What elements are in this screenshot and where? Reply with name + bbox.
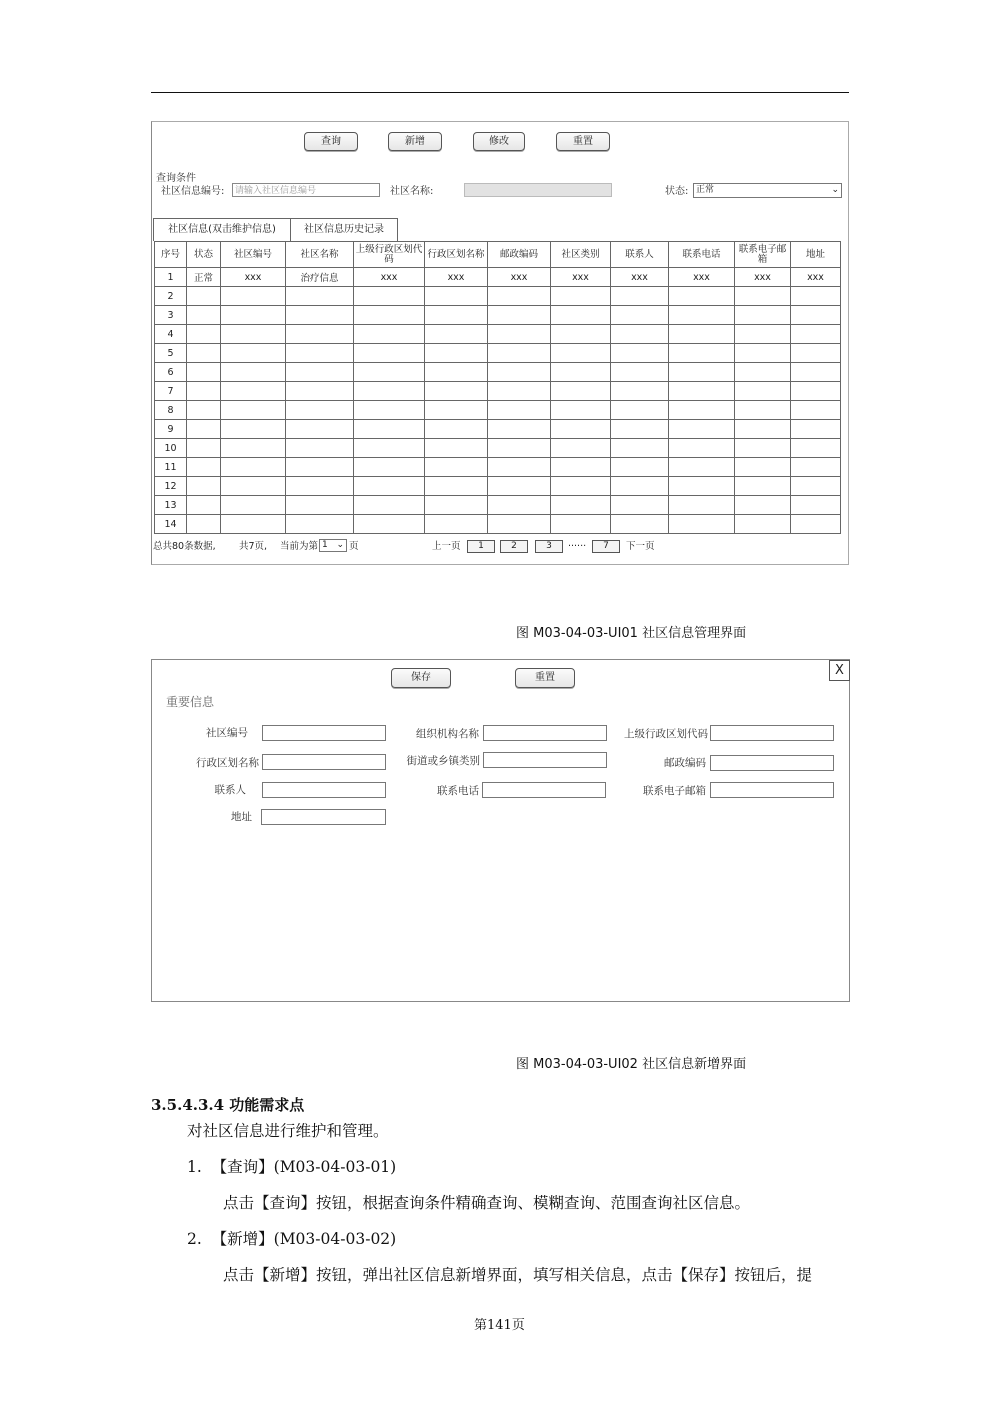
table-row[interactable] [155, 306, 841, 325]
table-cell [425, 363, 488, 382]
table-cell [425, 287, 488, 306]
table-cell [425, 439, 488, 458]
tab-community-info[interactable]: 社区信息(双击维护信息) [153, 218, 291, 241]
table-cell [286, 287, 354, 306]
table-cell [187, 458, 221, 477]
table-row[interactable] [155, 477, 841, 496]
current-page-select[interactable] [319, 539, 347, 552]
parent-code-label: 上级行政区划代码 [624, 728, 708, 740]
table-cell [669, 458, 735, 477]
table-cell: xxx [791, 268, 841, 287]
table-cell [611, 363, 669, 382]
table-cell [791, 344, 841, 363]
table-cell [221, 458, 286, 477]
table-cell [791, 515, 841, 534]
table-cell [354, 439, 425, 458]
table-cell: xxx [611, 268, 669, 287]
column-header: 邮政编码 [488, 242, 551, 268]
status-label: 状态: [665, 186, 689, 197]
table-cell [611, 382, 669, 401]
table-cell [187, 496, 221, 515]
table-cell [551, 439, 611, 458]
table-row[interactable] [155, 382, 841, 401]
page-2-button[interactable]: 2 [500, 540, 528, 553]
table-cell [551, 325, 611, 344]
region-name-input[interactable] [262, 754, 386, 770]
table-cell [187, 477, 221, 496]
community-code-input[interactable]: 请输入社区信息编号 [232, 183, 380, 197]
table-cell [551, 382, 611, 401]
table-cell [791, 401, 841, 420]
contact-input[interactable] [262, 782, 386, 798]
table-cell [551, 401, 611, 420]
table-cell [735, 382, 791, 401]
table-cell [187, 382, 221, 401]
table-cell: 7 [155, 382, 187, 401]
table-cell [187, 306, 221, 325]
table-cell [425, 344, 488, 363]
table-cell: 治疗信息 [286, 268, 354, 287]
table-cell [425, 496, 488, 515]
table-cell [488, 325, 551, 344]
table-header-row [155, 242, 841, 268]
pager-current-suffix: 页 [349, 541, 359, 552]
pager-ellipsis: ...... [568, 538, 587, 549]
table-cell [735, 420, 791, 439]
table-cell [669, 382, 735, 401]
code-label: 社区编号 [206, 727, 248, 739]
table-cell: 6 [155, 363, 187, 382]
table-cell [791, 363, 841, 382]
table-cell [221, 325, 286, 344]
table-cell [669, 420, 735, 439]
table-cell [354, 344, 425, 363]
column-header: 联系电话 [669, 242, 735, 268]
community-table [154, 241, 841, 534]
table-cell [425, 515, 488, 534]
section-title: 重要信息 [166, 695, 215, 709]
column-header: 社区名称 [286, 242, 354, 268]
reset-button[interactable]: 重置 [556, 132, 610, 151]
table-cell [791, 496, 841, 515]
table-cell [551, 496, 611, 515]
page-3-button[interactable]: 3 [535, 540, 563, 553]
prev-page-link[interactable]: 上一页 [432, 541, 461, 552]
table-cell [286, 458, 354, 477]
email-label: 联系电子邮箱 [643, 785, 706, 797]
table-cell [286, 420, 354, 439]
table-cell [488, 420, 551, 439]
page-number: 第141页 [474, 1318, 525, 1333]
status-select[interactable] [693, 183, 842, 198]
table-cell [669, 344, 735, 363]
table-cell [551, 515, 611, 534]
table-cell [611, 515, 669, 534]
table-row[interactable] [155, 515, 841, 534]
table-cell [286, 382, 354, 401]
table-cell: 3 [155, 306, 187, 325]
table-cell [669, 287, 735, 306]
email-input[interactable] [710, 782, 834, 798]
table-cell [221, 477, 286, 496]
table-cell [354, 401, 425, 420]
chevron-down-icon: ⌄ [336, 540, 344, 550]
list-item-query-title: 1. 【查询】(M03-04-03-01) [187, 1158, 397, 1176]
table-row[interactable] [155, 401, 841, 420]
table-cell [611, 325, 669, 344]
table-cell: 正常 [187, 268, 221, 287]
table-cell [551, 306, 611, 325]
street-type-input[interactable] [483, 752, 607, 768]
table-cell: xxx [551, 268, 611, 287]
table-cell [791, 306, 841, 325]
column-header: 社区类别 [551, 242, 611, 268]
table-cell [669, 363, 735, 382]
community-name-input[interactable] [464, 183, 612, 197]
table-cell [669, 439, 735, 458]
contact-label: 联系人 [214, 784, 246, 796]
table-cell [735, 515, 791, 534]
table-cell [488, 287, 551, 306]
table-cell [791, 287, 841, 306]
table-row[interactable] [155, 325, 841, 344]
table-cell [611, 401, 669, 420]
table-cell [221, 382, 286, 401]
table-cell [735, 401, 791, 420]
table-cell [425, 458, 488, 477]
table-cell [669, 325, 735, 344]
table-cell [551, 420, 611, 439]
add-button[interactable]: 新增 [388, 132, 442, 151]
table-cell [488, 515, 551, 534]
table-cell [187, 439, 221, 458]
address-label: 地址 [231, 811, 252, 823]
table-cell [286, 515, 354, 534]
table-cell: xxx [669, 268, 735, 287]
table-cell: 13 [155, 496, 187, 515]
save-button[interactable]: 保存 [391, 668, 451, 688]
table-cell [611, 306, 669, 325]
table-cell [488, 458, 551, 477]
section-intro: 对社区信息进行维护和管理。 [187, 1122, 389, 1140]
table-cell: 10 [155, 439, 187, 458]
table-cell [611, 420, 669, 439]
table-row[interactable] [155, 458, 841, 477]
status-select-value: 正常 [696, 185, 715, 195]
column-header: 联系人 [611, 242, 669, 268]
table-cell [551, 477, 611, 496]
table-cell [354, 363, 425, 382]
pager-total: 总共80条数据, [153, 541, 216, 552]
table-cell [286, 363, 354, 382]
table-cell: xxx [425, 268, 488, 287]
table-cell [669, 306, 735, 325]
table-cell [286, 325, 354, 344]
column-header: 地址 [791, 242, 841, 268]
community-name-label: 社区名称: [390, 186, 434, 197]
table-cell: xxx [488, 268, 551, 287]
next-page-link[interactable]: 下一页 [626, 541, 655, 552]
pager-pages: 共7页, [239, 541, 268, 552]
table-cell [187, 363, 221, 382]
table-cell: 5 [155, 344, 187, 363]
table-cell [551, 363, 611, 382]
figure-caption-1: 图 M03-04-03-UI01 社区信息管理界面 [516, 626, 747, 641]
table-cell [354, 458, 425, 477]
column-header: 上级行政区划代码 [354, 242, 425, 268]
table-cell: xxx [735, 268, 791, 287]
community-add-dialog [151, 659, 850, 1002]
community-management-screen [151, 121, 849, 565]
table-cell [286, 477, 354, 496]
postcode-label: 邮政编码 [664, 757, 706, 769]
table-cell [221, 287, 286, 306]
table-cell [286, 401, 354, 420]
table-cell [735, 306, 791, 325]
table-cell [221, 363, 286, 382]
postcode-input[interactable] [710, 755, 834, 771]
phone-label: 联系电话 [437, 785, 479, 797]
figure-caption-2: 图 M03-04-03-UI02 社区信息新增界面 [516, 1057, 747, 1072]
table-cell [221, 515, 286, 534]
street-type-label: 街道或乡镇类别 [406, 755, 480, 767]
query-conditions-title: 查询条件 [156, 173, 196, 184]
table-cell [354, 306, 425, 325]
column-header: 行政区划名称 [425, 242, 488, 268]
list-item-add-desc: 点击【新增】按钮，弹出社区信息新增界面，填写相关信息，点击【保存】按钮后，提 [223, 1266, 813, 1284]
table-cell [354, 382, 425, 401]
phone-input[interactable] [482, 782, 606, 798]
table-cell [187, 344, 221, 363]
table-cell [611, 477, 669, 496]
table-cell [791, 382, 841, 401]
chevron-down-icon: ⌄ [831, 185, 839, 195]
table-cell: xxx [221, 268, 286, 287]
table-cell: 12 [155, 477, 187, 496]
parent-code-input[interactable] [710, 725, 834, 741]
table-cell [488, 439, 551, 458]
table-cell [669, 515, 735, 534]
column-header: 状态 [187, 242, 221, 268]
code-input[interactable] [262, 725, 386, 741]
table-cell [791, 458, 841, 477]
table-cell [735, 287, 791, 306]
table-cell: xxx [354, 268, 425, 287]
table-cell [735, 439, 791, 458]
table-cell [551, 287, 611, 306]
table-row[interactable] [155, 363, 841, 382]
page-7-button[interactable]: 7 [592, 540, 620, 553]
tab-community-history[interactable]: 社区信息历史记录 [290, 218, 398, 241]
table-cell [611, 458, 669, 477]
table-cell [735, 363, 791, 382]
table-cell: 4 [155, 325, 187, 344]
table-cell [735, 477, 791, 496]
page-1-button[interactable]: 1 [467, 540, 495, 553]
table-cell [354, 420, 425, 439]
column-header: 联系电子邮箱 [735, 242, 791, 268]
region-name-label: 行政区划名称 [196, 757, 259, 769]
table-cell [221, 496, 286, 515]
table-cell: 8 [155, 401, 187, 420]
current-page-value: 1 [322, 540, 328, 550]
table-cell: 14 [155, 515, 187, 534]
table-cell [791, 477, 841, 496]
table-cell: 9 [155, 420, 187, 439]
community-code-label: 社区信息编号: [161, 186, 225, 197]
address-input[interactable] [261, 809, 386, 825]
column-header: 序号 [155, 242, 187, 268]
table-cell [425, 477, 488, 496]
table-row[interactable] [155, 344, 841, 363]
table-cell [286, 496, 354, 515]
table-cell [425, 401, 488, 420]
table-cell: 11 [155, 458, 187, 477]
table-cell: 2 [155, 287, 187, 306]
edit-button[interactable]: 修改 [473, 132, 525, 151]
table-row[interactable] [155, 268, 841, 287]
table-cell [425, 420, 488, 439]
table-cell [669, 477, 735, 496]
table-cell [488, 477, 551, 496]
table-row[interactable] [155, 496, 841, 515]
table-cell [354, 515, 425, 534]
table-cell [735, 325, 791, 344]
table-cell [354, 477, 425, 496]
table-row[interactable] [155, 420, 841, 439]
table-cell [488, 382, 551, 401]
table-cell [187, 420, 221, 439]
table-cell [221, 439, 286, 458]
table-cell [286, 439, 354, 458]
table-cell [791, 325, 841, 344]
table-cell [669, 496, 735, 515]
query-button[interactable]: 查询 [304, 132, 358, 151]
table-cell [354, 287, 425, 306]
table-cell [488, 363, 551, 382]
table-cell [611, 496, 669, 515]
table-cell [669, 401, 735, 420]
table-cell [187, 287, 221, 306]
table-cell [551, 458, 611, 477]
table-cell [221, 344, 286, 363]
table-cell [286, 306, 354, 325]
table-cell [221, 401, 286, 420]
table-cell [354, 325, 425, 344]
table-cell [735, 458, 791, 477]
table-cell [425, 382, 488, 401]
table-cell [187, 401, 221, 420]
table-cell [286, 344, 354, 363]
table-cell [488, 344, 551, 363]
table-cell [221, 420, 286, 439]
table-row[interactable] [155, 287, 841, 306]
table-cell [488, 306, 551, 325]
pager-current-prefix: 当前为第 [280, 541, 319, 552]
org-name-input[interactable] [483, 725, 607, 741]
table-cell [791, 439, 841, 458]
table-cell [488, 401, 551, 420]
table-row[interactable] [155, 439, 841, 458]
header-rule [151, 92, 849, 93]
dialog-reset-button[interactable]: 重置 [515, 668, 575, 688]
table-cell [488, 496, 551, 515]
table-cell [735, 496, 791, 515]
section-heading: 3.5.4.3.4 功能需求点 [151, 1096, 305, 1114]
table-cell [425, 325, 488, 344]
table-cell [187, 325, 221, 344]
table-cell [551, 344, 611, 363]
table-cell [611, 439, 669, 458]
table-cell [354, 496, 425, 515]
column-header: 社区编号 [221, 242, 286, 268]
table-cell [735, 344, 791, 363]
table-cell [221, 306, 286, 325]
table-cell [611, 287, 669, 306]
close-icon[interactable]: X [829, 660, 850, 681]
table-cell [791, 420, 841, 439]
list-item-add-title: 2. 【新增】(M03-04-03-02) [187, 1230, 397, 1248]
table-cell [425, 306, 488, 325]
table-cell [187, 515, 221, 534]
table-cell: 1 [155, 268, 187, 287]
table-cell [611, 344, 669, 363]
list-item-query-desc: 点击【查询】按钮，根据查询条件精确查询、模糊查询、范围查询社区信息。 [223, 1194, 751, 1212]
org-name-label: 组织机构名称 [416, 728, 479, 740]
